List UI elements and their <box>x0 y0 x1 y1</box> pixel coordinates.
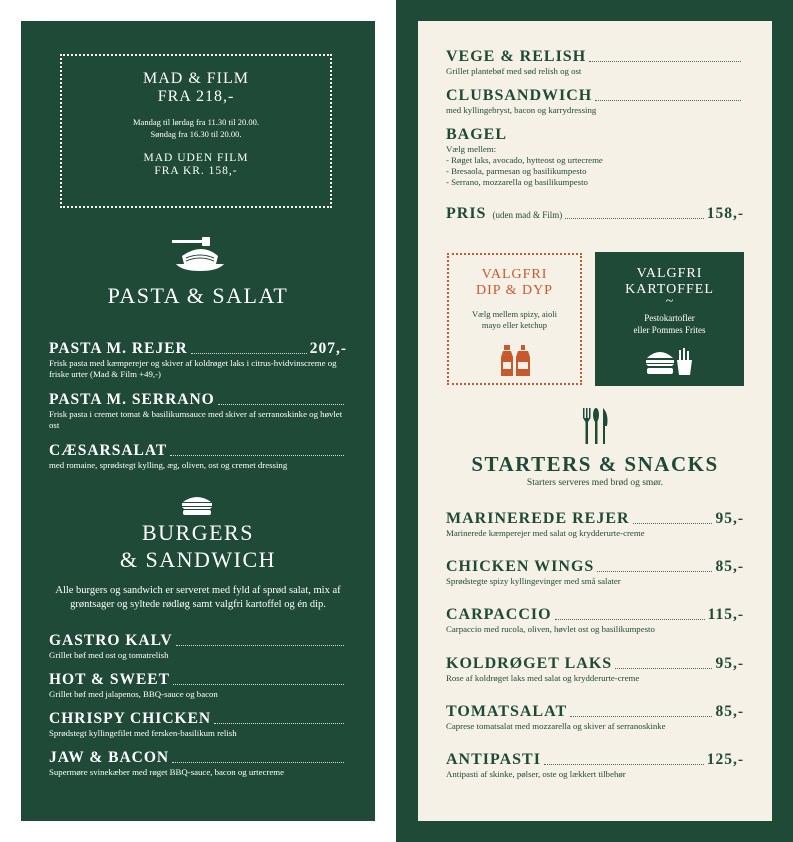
item-name: HOT & SWEET <box>49 671 170 688</box>
kartoffel-tilde: ~ <box>665 294 674 309</box>
item-price: 95,- <box>715 655 744 672</box>
item-name: KOLDRØGET LAKS <box>446 655 613 672</box>
item-name: TOMATSALAT <box>446 703 568 720</box>
kartoffel-title-line1: VALGFRI <box>636 266 703 281</box>
menu-item-jaw-bacon <box>49 749 347 778</box>
item-name: JAW & BACON <box>49 749 170 766</box>
item-description: Grillet bøf med jalapenos, BBQ-sauce og bacon <box>49 689 218 699</box>
kartoffel-desc-line1: Pestokartofler <box>644 313 695 323</box>
promo-hours-sunday: Søndag fra 16.30 til 20.00. <box>150 129 242 139</box>
promo-no-film-price: FRA KR. 158,- <box>154 165 238 177</box>
menu-item-gastro-kalv <box>49 632 347 661</box>
item-price: 207,- <box>309 340 347 357</box>
item-description: med romaine, sprødstegt kylling, æg, oliven, ost og cremet dressing <box>49 460 288 470</box>
pasta-salat-heading: PASTA & SALAT <box>107 283 289 308</box>
dot-leader <box>565 218 704 219</box>
kartoffel-title-line2: KARTOFFEL <box>625 282 714 297</box>
dot-leader <box>176 645 344 646</box>
item-price: 125,- <box>706 751 744 768</box>
item-description: Rose af koldrøget laks med salat og krydderurte-creme <box>446 673 640 683</box>
pris-note: (uden mad & Film) <box>492 210 563 220</box>
cutlery-icon <box>583 408 609 444</box>
item-name: BAGEL <box>446 126 508 143</box>
item-name: MARINEREDE REJER <box>446 510 630 527</box>
item-description: med kyllingebryst, bacon og karrydressing <box>446 105 597 115</box>
item-price: 115,- <box>707 606 744 623</box>
bagel-option: - Bresaola, parmesan og basilikumpesto <box>446 166 587 176</box>
dip-desc-line1: Vælg mellem spizy, aioli <box>472 309 557 319</box>
dip-title-line2: DIP & DYP <box>476 283 553 298</box>
dot-leader <box>615 668 712 669</box>
promo-title: MAD & FILM <box>142 70 249 87</box>
menu-item-clubsandwich <box>446 87 744 116</box>
bagel-option: - Serrano, mozzarella og basilikumpesto <box>446 177 588 187</box>
dot-leader <box>597 571 712 572</box>
menu-item-caesarsalat <box>49 442 347 471</box>
menu-item-pasta-serrano <box>49 391 347 431</box>
item-name: CHRISPY CHICKEN <box>49 710 212 727</box>
item-description: Carpaccio med rucola, oliven, høvlet ost og basilikumpesto <box>446 624 655 634</box>
sauce-bottles-icon <box>501 345 531 377</box>
item-description: Grillet plantebøf med sød relish og ost <box>446 66 582 76</box>
dot-leader <box>589 61 741 62</box>
item-description: Frisk pasta med kæmperejer og skiver af koldrøget laks i citrus-hvidvinscreme og friske urter (Mad & Film +49,-) <box>49 358 337 379</box>
bagel-option: - Røget laks, avocado, hytteost og urtecreme <box>446 155 603 165</box>
menu-item-vege-relish <box>446 48 744 77</box>
menu-item-antipasti <box>446 751 744 780</box>
item-name: CLUBSANDWICH <box>446 87 593 104</box>
dip-title-line1: VALGFRI <box>481 267 548 282</box>
promo-hours-weekday: Mandag til lørdag fra 11.30 til 20.00. <box>133 117 259 127</box>
burgers-sandwich-heading <box>21 519 375 573</box>
dot-leader <box>544 764 704 765</box>
item-price: 85,- <box>715 703 744 720</box>
burgers-intro-text: Alle burgers og sandwich er serveret med fyld af sprød salat, mix af grøntsager og syltede rødløg samt valgfri kartoffel og én dip. <box>55 585 341 610</box>
item-name: VEGE & RELISH <box>446 48 587 65</box>
dot-leader <box>633 523 713 524</box>
valgfri-dip-box <box>447 253 582 385</box>
menu-item-marinerede-rejer <box>446 510 744 539</box>
burgers-heading-line1: BURGERS <box>142 520 254 545</box>
menu-item-chrispy-chicken <box>49 710 347 739</box>
starters-snacks-heading: STARTERS & SNACKS <box>471 452 719 476</box>
left-menu-panel <box>21 21 375 821</box>
item-description: Supermøre svinekæber med røget BBQ-sauce, bacon og urtecreme <box>49 767 284 777</box>
item-price: 85,- <box>715 558 744 575</box>
menu-item-hot-sweet <box>49 671 347 700</box>
item-price: 95,- <box>715 510 744 527</box>
dot-leader <box>214 723 344 724</box>
menu-item-pasta-rejer <box>49 340 347 380</box>
burgers-heading-line2: & SANDWICH <box>119 547 277 572</box>
item-name: PASTA M. SERRANO <box>49 391 215 408</box>
menu-item-carpaccio <box>446 606 744 635</box>
item-description: Grillet bøf med ost og tomatrelish <box>49 650 169 660</box>
promo-no-film-title: MAD UDEN FILM <box>143 152 249 164</box>
right-menu-panel <box>418 21 772 821</box>
menu-item-tomatsalat <box>446 703 744 732</box>
item-name: CHICKEN WINGS <box>446 558 595 575</box>
pasta-fork-icon <box>168 236 228 272</box>
item-name: CARPACCIO <box>446 606 552 623</box>
pris-label: PRIS <box>446 205 487 222</box>
dot-leader <box>172 762 344 763</box>
item-description: Vælg mellem: <box>446 144 497 154</box>
item-name: PASTA M. REJER <box>49 340 188 357</box>
dot-leader <box>170 455 344 456</box>
item-name: CÆSARSALAT <box>49 442 168 459</box>
starters-subtitle: Starters serveres med brød og smør. <box>526 478 664 488</box>
dip-desc-line2: mayo eller ketchup <box>481 320 548 330</box>
dot-leader <box>570 716 712 717</box>
item-description: Antipasti af skinke, pølser, oste og lækkert tilbehør <box>446 769 626 779</box>
kartoffel-desc-line2: eller Pommes Frites <box>633 325 706 335</box>
valgfri-kartoffel-box <box>595 252 744 386</box>
dot-leader <box>218 404 344 405</box>
mad-film-promo-box <box>60 54 332 208</box>
dot-leader <box>191 353 307 354</box>
item-name: ANTIPASTI <box>446 751 541 768</box>
menu-item-chicken-wings <box>446 558 744 587</box>
item-name: GASTRO KALV <box>49 632 173 649</box>
item-description: Marinerede kæmperejer med salat og krydderurte-creme <box>446 528 645 538</box>
dot-leader <box>595 100 741 101</box>
bagel-price-row <box>446 205 744 223</box>
item-description: Sprødstegte spizy kyllingevinger med små salater <box>446 576 621 586</box>
menu-item-koldroeget-laks <box>446 655 744 684</box>
item-description: Frisk pasta i cremet tomat & basilikumsauce med skiver af serranoskinke og høvlet ost <box>49 409 343 430</box>
pris-value: 158,- <box>706 205 744 222</box>
item-description: Caprese tomatsalat med mozzarella og skiver af serranoskinke <box>446 721 666 731</box>
dot-leader <box>173 684 344 685</box>
burger-fries-icon <box>646 348 694 376</box>
menu-item-bagel <box>446 126 744 188</box>
sandwich-icon <box>180 494 214 516</box>
dot-leader <box>555 619 705 620</box>
item-description: Sprødstegt kyllingefilet med fersken-basilikum relish <box>49 728 237 738</box>
promo-price: FRA 218,- <box>157 88 235 105</box>
